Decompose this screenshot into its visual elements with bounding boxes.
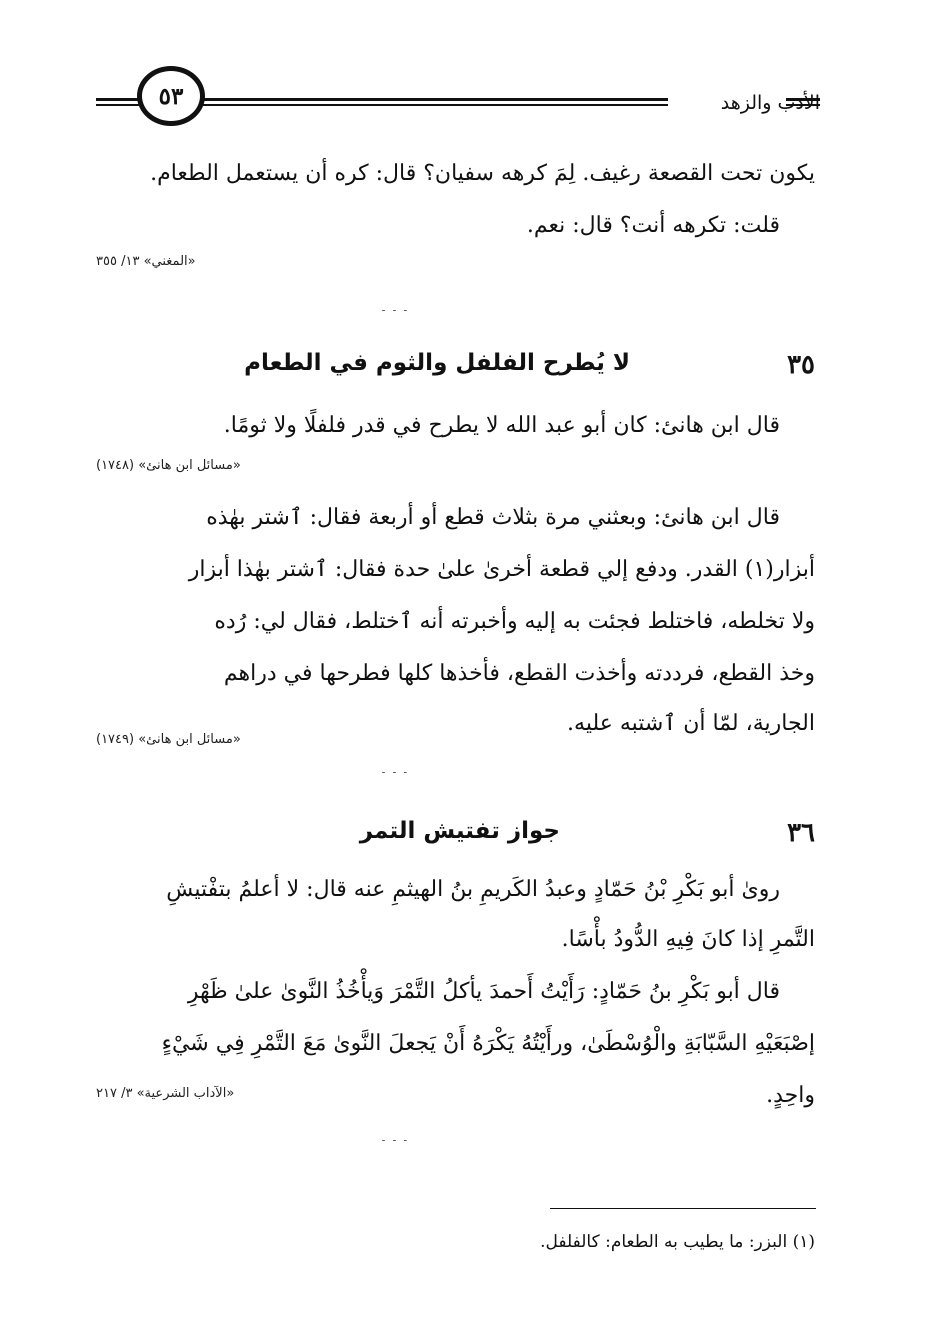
header-rule-middle (200, 98, 668, 106)
section-36-p2-line-1: قال أبو بَكْرِ بنُ حَمّادٍ: رَأَيْتُ أَحمدَ يأكلُ التَّمْرَ وَيأْخُذُ النَّوىٰ علىٰ ظَهْرِ (187, 979, 780, 1004)
intro-source: «المغني» ١٣/ ٣٥٥ (96, 254, 196, 269)
section-35-p2-line-2: أبزار(١) القدر. ودفع إلي قطعة أخرىٰ علىٰ حدة فقال: ٱشتر بهٰذا أبزار (188, 557, 815, 582)
footnote-text: البزر: ما يطيب به الطعام: كالفلفل. (540, 1232, 788, 1252)
section-36-p1-line-2: التَّمرِ إذا كانَ فِيهِ الدُّودُ بأْسًا. (561, 927, 815, 952)
section-35-source-1: «مسائل ابن هانئ» (١٧٤٨) (96, 458, 241, 473)
separator-1: ۔ ۔ ۔ (380, 300, 409, 314)
page-number: ٥٣ (137, 66, 205, 126)
section-36-p2-line-3: واحِدٍ. (766, 1083, 815, 1108)
section-35-number: ٣٥ (787, 350, 815, 380)
header-rule-left (96, 98, 142, 106)
section-36-title: جواز تفتيش التمر (359, 818, 560, 844)
section-35-p2-line-3: ولا تخلطه، فاختلط فجئت به إليه وأخبرته أنه ٱختلط، فقال لي: رُده (214, 609, 815, 634)
section-36-source: «الآداب الشرعية» ٣/ ٢١٧ (96, 1086, 235, 1101)
section-35-p2-line-1: قال ابن هانئ: وبعثني مرة بثلاث قطع أو أربعة فقال: ٱشتر بهٰذه (206, 505, 780, 530)
footnote-rule (550, 1208, 816, 1209)
section-36-p1-line-1: روىٰ أبو بَكْرِ بْنُ حَمّادٍ وعبدُ الكَريمِ بنُ الهيثمِ عنه قال: لا أعلمُ بتفْتيشِ (166, 877, 780, 902)
separator-2: ۔ ۔ ۔ (380, 762, 409, 776)
section-35-title: لا يُطرح الفلفل والثوم في الطعام (244, 350, 630, 376)
section-35-paragraph-1: قال ابن هانئ: كان أبو عبد الله لا يطرح في قدر فلفلًا ولا ثومًا. (223, 413, 780, 438)
section-35-p2-line-4: وخذ القطع، فرددته وأخذت القطع، فأخذها كلها فطرحها في دراهم (223, 661, 815, 686)
section-36-p2-line-2: إصْبَعَيْهِ السَّبّابَةِ والْوُسْطَىٰ، ورأَيْتُهُ يَكْرَهُ أَنْ يَجعلَ النَّوىٰ مَعَ التَّمْرِ فِي شَيْءٍ (161, 1031, 815, 1056)
intro-line-2: قلت: تكرهه أنت؟ قال: نعم. (526, 213, 780, 238)
separator-3: ۔ ۔ ۔ (380, 1130, 409, 1144)
section-35-source-2: «مسائل ابن هانئ» (١٧٤٩) (96, 732, 241, 747)
footnote (540, 1232, 815, 1252)
section-36-number: ٣٦ (787, 818, 815, 848)
intro-line-1: يكون تحت القصعة رغيف. لِمَ كرهه سفيان؟ قال: كره أن يستعمل الطعام. (150, 161, 815, 186)
running-header-title: الأدب والزهد (720, 92, 820, 114)
section-35-p2-line-5: الجارية، لمّا أن ٱشتبه عليه. (567, 711, 815, 736)
footnote-marker: (١) (792, 1232, 815, 1252)
